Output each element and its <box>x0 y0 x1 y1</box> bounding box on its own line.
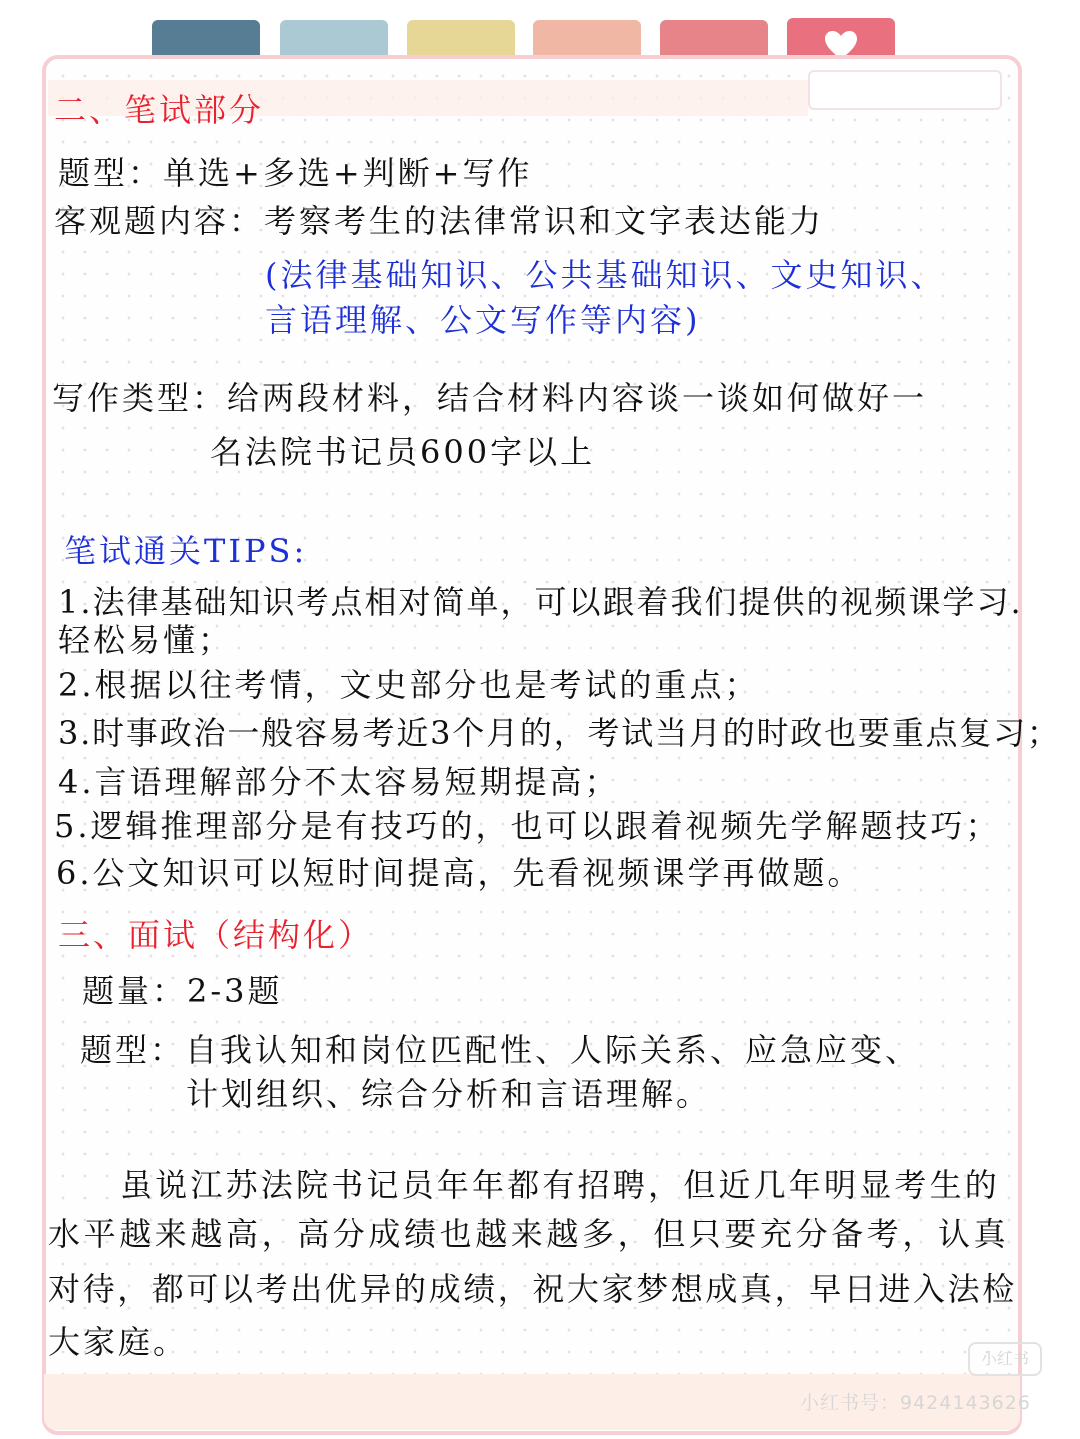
title-box <box>808 70 1002 110</box>
tip-item: 2.根据以往考情，文史部分也是考试的重点； <box>58 666 760 704</box>
tips-heading: 笔试通关TIPS: <box>64 532 308 570</box>
tip-item: 4.言语理解部分不太容易短期提高； <box>58 763 620 801</box>
tip-item: 轻松易懂； <box>58 621 234 659</box>
writing-type-line1: 写作类型：给两段材料，结合材料内容谈一谈如何做好一 <box>52 379 928 417</box>
closing-line4: 大家庭。 <box>48 1323 189 1361</box>
section-heading-written-exam: 二、笔试部分 <box>54 91 265 129</box>
writing-type-line2: 名法院书记员600字以上 <box>210 433 596 471</box>
objective-note-line2: 言语理解、公文写作等内容) <box>265 301 701 339</box>
objective-note-line1: (法律基础知识、公共基础知识、文史知识、 <box>265 256 946 294</box>
watermark-logo: 小红书 <box>968 1342 1042 1376</box>
interview-types-line2: 计划组织、综合分析和言语理解。 <box>186 1075 712 1113</box>
tip-item: 5.逻辑推理部分是有技巧的，也可以跟着视频先学解题技巧； <box>54 807 1001 845</box>
tip-item: 6.公文知识可以短时间提高，先看视频课学再做题。 <box>56 854 863 892</box>
watermark-account: 小红书号：9424143626 <box>800 1392 1031 1414</box>
interview-quantity: 题量：2-3题 <box>82 972 283 1010</box>
interview-types-line1: 题型：自我认知和岗位匹配性、人际关系、应急应变、 <box>80 1031 921 1069</box>
closing-line2: 水平越来越高，高分成绩也越来越多，但只要充分备考，认真 <box>48 1215 1010 1253</box>
closing-line3: 对待，都可以考出优异的成绩，祝大家梦想成真，早日进入法检 <box>48 1270 1017 1308</box>
closing-line1: 虽说江苏法院书记员年年都有招聘，但近几年明显考生的 <box>120 1166 1001 1204</box>
section-heading-interview: 三、面试（结构化） <box>58 916 374 954</box>
tip-item: 1.法律基础知识考点相对简单，可以跟着我们提供的视频课学习. <box>58 583 1023 621</box>
question-types: 题型：单选+多选+判断+写作 <box>58 154 533 192</box>
objective-content: 客观题内容：考察考生的法律常识和文字表达能力 <box>54 202 825 240</box>
tip-item: 3.时事政治一般容易考近3个月的，考试当月的时政也要重点复习； <box>58 714 1061 752</box>
